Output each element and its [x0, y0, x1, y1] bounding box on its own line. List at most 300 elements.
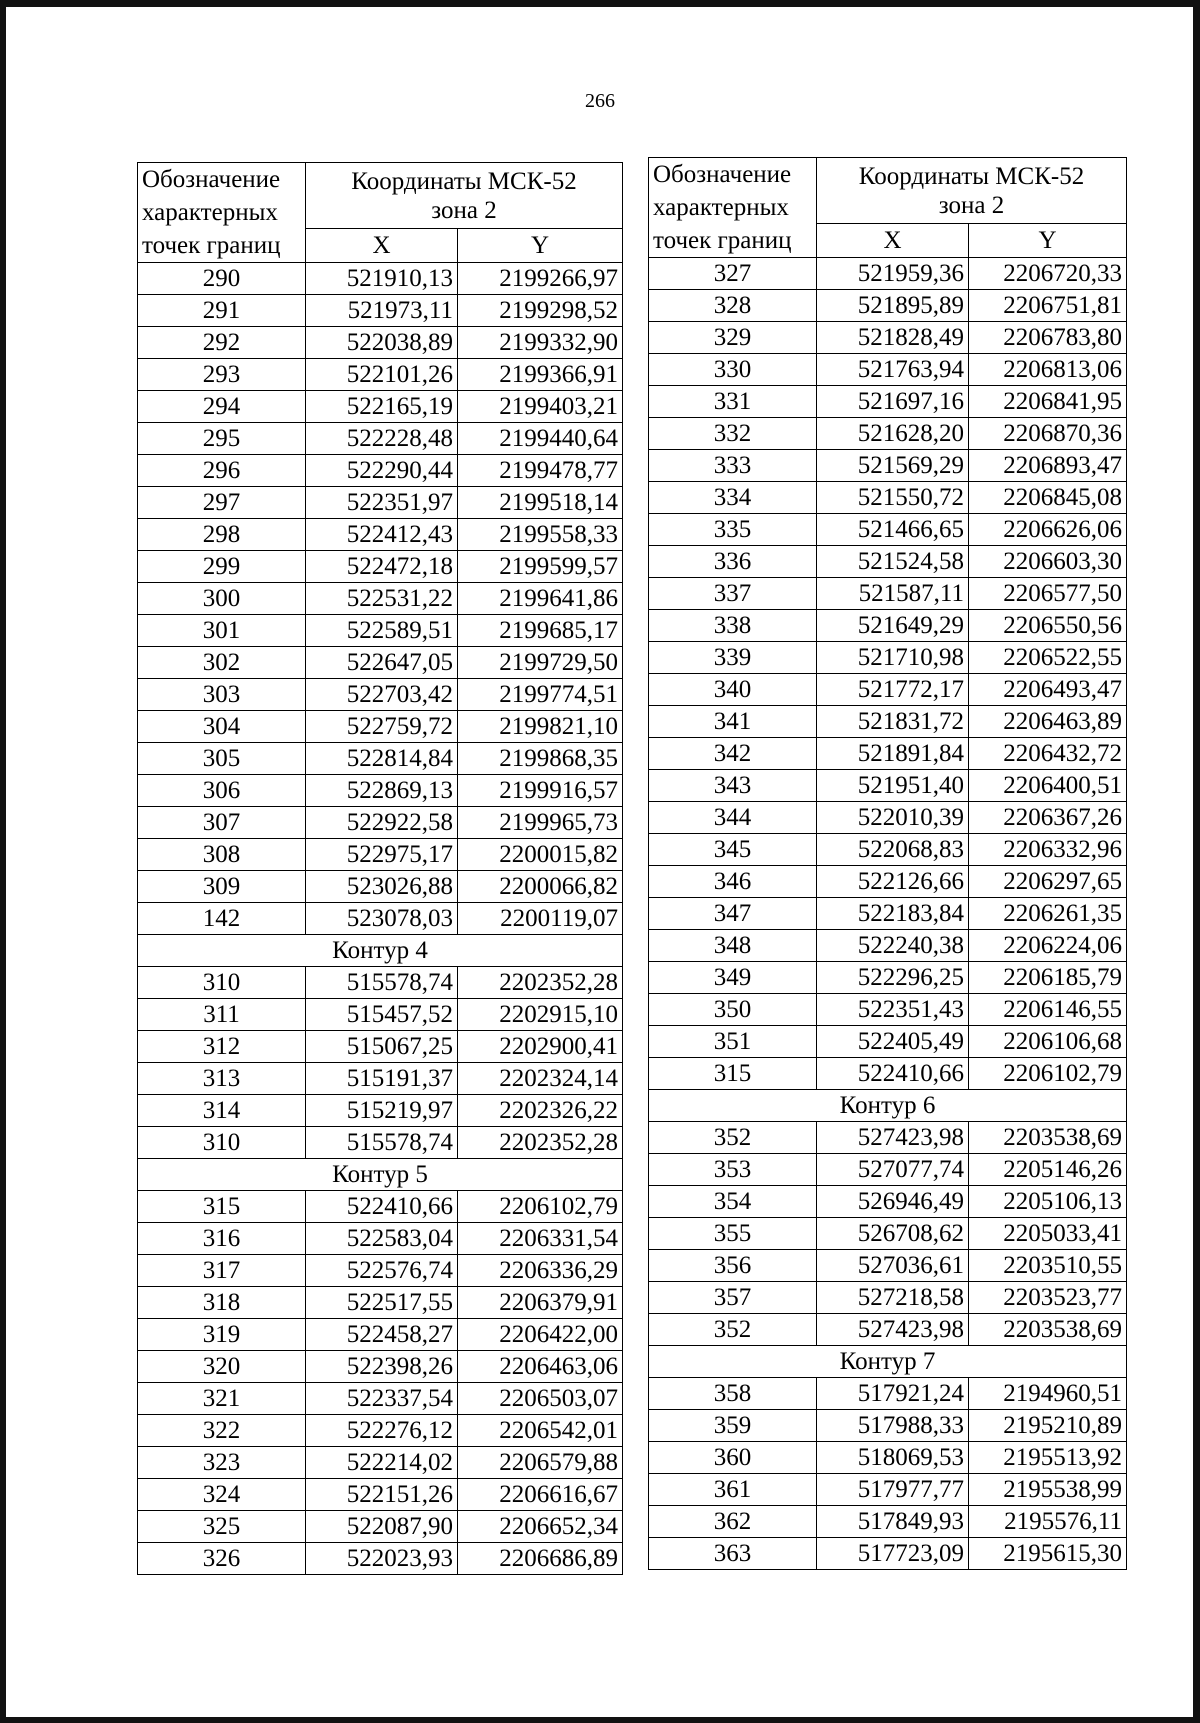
- x-coordinate-cell: 522240,38: [817, 930, 969, 962]
- y-coordinate-cell: 2199366,91: [458, 359, 623, 391]
- table-row: [138, 1319, 623, 1351]
- table-row: [138, 1543, 623, 1575]
- table-row: [138, 551, 623, 583]
- y-coordinate-cell: 2199868,35: [458, 743, 623, 775]
- y-coordinate-cell: 2206422,00: [458, 1319, 623, 1351]
- section-row: [138, 935, 623, 967]
- y-coordinate-cell: 2203538,69: [969, 1122, 1127, 1154]
- y-coordinate-cell: 2202352,28: [458, 967, 623, 999]
- table-row: [138, 1287, 623, 1319]
- table-row: [138, 327, 623, 359]
- table-row: [138, 519, 623, 551]
- y-coordinate-cell: 2199266,97: [458, 263, 623, 295]
- y-coordinate-cell: 2205033,41: [969, 1218, 1127, 1250]
- point-id-cell: 353: [649, 1154, 817, 1186]
- table-row: [649, 1378, 1127, 1410]
- point-id-cell: 360: [649, 1442, 817, 1474]
- y-coordinate-cell: 2205146,26: [969, 1154, 1127, 1186]
- table-row: [138, 1447, 623, 1479]
- coordinates-table-right: [648, 157, 1127, 1570]
- x-coordinate-cell: 522101,26: [306, 359, 458, 391]
- point-id-cell: 331: [649, 386, 817, 418]
- table-row: [138, 999, 623, 1031]
- point-id-cell: 327: [649, 258, 817, 290]
- table-row: [138, 263, 623, 295]
- x-coordinate-cell: 522228,48: [306, 423, 458, 455]
- x-coordinate-cell: 527036,61: [817, 1250, 969, 1282]
- table-row: [138, 359, 623, 391]
- point-id-cell: 346: [649, 866, 817, 898]
- y-coordinate-cell: 2199518,14: [458, 487, 623, 519]
- point-id-cell: 294: [138, 391, 306, 423]
- point-id-cell: 329: [649, 322, 817, 354]
- point-id-cell: 315: [138, 1191, 306, 1223]
- x-coordinate-cell: 521828,49: [817, 322, 969, 354]
- x-coordinate-cell: 521831,72: [817, 706, 969, 738]
- point-id-cell: 337: [649, 578, 817, 610]
- x-coordinate-cell: 521569,29: [817, 450, 969, 482]
- table-row: [649, 1122, 1127, 1154]
- point-id-cell: 315: [649, 1058, 817, 1090]
- point-id-cell: 311: [138, 999, 306, 1031]
- table-row: [649, 1282, 1127, 1314]
- x-coordinate-cell: 522814,84: [306, 743, 458, 775]
- point-id-cell: 357: [649, 1282, 817, 1314]
- x-coordinate-cell: 522087,90: [306, 1511, 458, 1543]
- y-coordinate-cell: 2206493,47: [969, 674, 1127, 706]
- table-row: [649, 482, 1127, 514]
- y-coordinate-cell: 2206626,06: [969, 514, 1127, 546]
- y-coordinate-cell: 2200119,07: [458, 903, 623, 935]
- y-coordinate-cell: 2206893,47: [969, 450, 1127, 482]
- point-id-cell: 326: [138, 1543, 306, 1575]
- y-coordinate-cell: 2194960,51: [969, 1378, 1127, 1410]
- point-id-cell: 355: [649, 1218, 817, 1250]
- y-coordinate-cell: 2206400,51: [969, 770, 1127, 802]
- x-coordinate-cell: 515578,74: [306, 967, 458, 999]
- table-row: [649, 1218, 1127, 1250]
- table-row: [649, 322, 1127, 354]
- point-id-cell: 334: [649, 482, 817, 514]
- y-coordinate-cell: 2206332,96: [969, 834, 1127, 866]
- table-row: [138, 743, 623, 775]
- table-row: [138, 1063, 623, 1095]
- table-row: [138, 679, 623, 711]
- point-id-cell: 304: [138, 711, 306, 743]
- x-coordinate-cell: 522290,44: [306, 455, 458, 487]
- point-id-cell: 301: [138, 615, 306, 647]
- x-coordinate-cell: 522296,25: [817, 962, 969, 994]
- point-id-cell: 318: [138, 1287, 306, 1319]
- y-coordinate-cell: 2206845,08: [969, 482, 1127, 514]
- y-coordinate-cell: 2203510,55: [969, 1250, 1127, 1282]
- table-body-left: [138, 263, 623, 1575]
- table-row: [649, 1506, 1127, 1538]
- y-coordinate-cell: 2202352,28: [458, 1127, 623, 1159]
- point-id-cell: 336: [649, 546, 817, 578]
- point-id-cell: 320: [138, 1351, 306, 1383]
- table-row: [138, 455, 623, 487]
- x-coordinate-cell: 515219,97: [306, 1095, 458, 1127]
- table-row: [138, 1255, 623, 1287]
- x-coordinate-cell: 522576,74: [306, 1255, 458, 1287]
- table-row: [138, 1511, 623, 1543]
- table-row: [138, 711, 623, 743]
- point-id-cell: 333: [649, 450, 817, 482]
- point-id-cell: 332: [649, 418, 817, 450]
- point-id-cell: 325: [138, 1511, 306, 1543]
- y-coordinate-cell: 2195513,92: [969, 1442, 1127, 1474]
- table-row: [649, 258, 1127, 290]
- y-coordinate-cell: 2203538,69: [969, 1314, 1127, 1346]
- x-coordinate-cell: 527423,98: [817, 1122, 969, 1154]
- x-coordinate-cell: 521587,11: [817, 578, 969, 610]
- point-id-cell: 302: [138, 647, 306, 679]
- y-coordinate-cell: 2199440,64: [458, 423, 623, 455]
- table-row: [649, 1250, 1127, 1282]
- y-coordinate-cell: 2206550,56: [969, 610, 1127, 642]
- x-coordinate-cell: 522337,54: [306, 1383, 458, 1415]
- x-coordinate-cell: 515191,37: [306, 1063, 458, 1095]
- point-id-cell: 339: [649, 642, 817, 674]
- x-coordinate-cell: 521649,29: [817, 610, 969, 642]
- table-row: [649, 514, 1127, 546]
- x-coordinate-cell: 522398,26: [306, 1351, 458, 1383]
- table-row: [649, 1026, 1127, 1058]
- table-row: [649, 834, 1127, 866]
- y-coordinate-cell: 2206261,35: [969, 898, 1127, 930]
- x-coordinate-cell: 522531,22: [306, 583, 458, 615]
- point-id-cell: 306: [138, 775, 306, 807]
- x-coordinate-cell: 522151,26: [306, 1479, 458, 1511]
- point-id-cell: 347: [649, 898, 817, 930]
- table-row: [138, 775, 623, 807]
- y-coordinate-cell: 2199298,52: [458, 295, 623, 327]
- x-coordinate-cell: 522165,19: [306, 391, 458, 423]
- section-label: Контур 5: [138, 1159, 623, 1191]
- x-coordinate-cell: 515067,25: [306, 1031, 458, 1063]
- point-id-cell: 296: [138, 455, 306, 487]
- point-id-cell: 300: [138, 583, 306, 615]
- x-coordinate-cell: 517988,33: [817, 1410, 969, 1442]
- table-body-right: [649, 258, 1127, 1570]
- x-coordinate-cell: 522405,49: [817, 1026, 969, 1058]
- point-id-cell: 297: [138, 487, 306, 519]
- y-coordinate-cell: 2199729,50: [458, 647, 623, 679]
- x-coordinate-cell: 522922,58: [306, 807, 458, 839]
- table-row: [138, 1351, 623, 1383]
- table-row: [649, 994, 1127, 1026]
- table-row: [649, 930, 1127, 962]
- y-coordinate-cell: 2206432,72: [969, 738, 1127, 770]
- point-id-cell: 316: [138, 1223, 306, 1255]
- x-coordinate-cell: 517977,77: [817, 1474, 969, 1506]
- x-coordinate-cell: 522703,42: [306, 679, 458, 711]
- y-coordinate-cell: 2206783,80: [969, 322, 1127, 354]
- x-coordinate-cell: 521910,13: [306, 263, 458, 295]
- table-row: [649, 1186, 1127, 1218]
- x-coordinate-cell: 521772,17: [817, 674, 969, 706]
- point-id-cell: 343: [649, 770, 817, 802]
- point-id-cell: 342: [649, 738, 817, 770]
- table-row: [649, 738, 1127, 770]
- x-coordinate-cell: 527077,74: [817, 1154, 969, 1186]
- page-number: 266: [585, 90, 615, 112]
- point-id-cell: 362: [649, 1506, 817, 1538]
- table-row: [649, 1154, 1127, 1186]
- table-row: [649, 386, 1127, 418]
- y-coordinate-cell: 2202326,22: [458, 1095, 623, 1127]
- header-y: Y: [969, 224, 1127, 258]
- x-coordinate-cell: 522038,89: [306, 327, 458, 359]
- y-coordinate-cell: 2203523,77: [969, 1282, 1127, 1314]
- y-coordinate-cell: 2206841,95: [969, 386, 1127, 418]
- x-coordinate-cell: 522517,55: [306, 1287, 458, 1319]
- table-row: [138, 1223, 623, 1255]
- x-coordinate-cell: 521710,98: [817, 642, 969, 674]
- table-row: [649, 674, 1127, 706]
- x-coordinate-cell: 522183,84: [817, 898, 969, 930]
- x-coordinate-cell: 522869,13: [306, 775, 458, 807]
- y-coordinate-cell: 2199916,57: [458, 775, 623, 807]
- x-coordinate-cell: 521550,72: [817, 482, 969, 514]
- y-coordinate-cell: 2206751,81: [969, 290, 1127, 322]
- y-coordinate-cell: 2206367,26: [969, 802, 1127, 834]
- point-id-cell: 358: [649, 1378, 817, 1410]
- point-id-cell: 312: [138, 1031, 306, 1063]
- section-row: [649, 1346, 1127, 1378]
- x-coordinate-cell: 521973,11: [306, 295, 458, 327]
- x-coordinate-cell: 523026,88: [306, 871, 458, 903]
- point-id-cell: 352: [649, 1314, 817, 1346]
- y-coordinate-cell: 2206102,79: [969, 1058, 1127, 1090]
- point-id-cell: 330: [649, 354, 817, 386]
- y-coordinate-cell: 2206616,67: [458, 1479, 623, 1511]
- table-row: [649, 1538, 1127, 1570]
- x-coordinate-cell: 522583,04: [306, 1223, 458, 1255]
- table-row: [649, 610, 1127, 642]
- table-row: [649, 578, 1127, 610]
- point-id-cell: 290: [138, 263, 306, 295]
- x-coordinate-cell: 522214,02: [306, 1447, 458, 1479]
- table-row: [649, 1314, 1127, 1346]
- x-coordinate-cell: 526946,49: [817, 1186, 969, 1218]
- table-row: [138, 1383, 623, 1415]
- table-row: [649, 1474, 1127, 1506]
- point-id-cell: 349: [649, 962, 817, 994]
- x-coordinate-cell: 522412,43: [306, 519, 458, 551]
- point-id-cell: 293: [138, 359, 306, 391]
- y-coordinate-cell: 2199558,33: [458, 519, 623, 551]
- point-id-cell: 345: [649, 834, 817, 866]
- point-id-cell: 319: [138, 1319, 306, 1351]
- table-row: [138, 903, 623, 935]
- y-coordinate-cell: 2199641,86: [458, 583, 623, 615]
- y-coordinate-cell: 2202915,10: [458, 999, 623, 1031]
- section-label: Контур 7: [649, 1346, 1127, 1378]
- y-coordinate-cell: 2206813,06: [969, 354, 1127, 386]
- y-coordinate-cell: 2206870,36: [969, 418, 1127, 450]
- header-coords-label-text: Координаты МСК-52 зона 2: [351, 167, 577, 224]
- point-id-cell: 335: [649, 514, 817, 546]
- x-coordinate-cell: 522276,12: [306, 1415, 458, 1447]
- table-row: [649, 706, 1127, 738]
- table-row: [649, 1410, 1127, 1442]
- x-coordinate-cell: 521959,36: [817, 258, 969, 290]
- table-row: [138, 807, 623, 839]
- point-id-cell: 309: [138, 871, 306, 903]
- point-id-cell: 341: [649, 706, 817, 738]
- table-row: [649, 418, 1127, 450]
- point-id-cell: 321: [138, 1383, 306, 1415]
- y-coordinate-cell: 2206331,54: [458, 1223, 623, 1255]
- y-coordinate-cell: 2200015,82: [458, 839, 623, 871]
- y-coordinate-cell: 2206503,07: [458, 1383, 623, 1415]
- point-id-cell: 295: [138, 423, 306, 455]
- table-row: [649, 290, 1127, 322]
- y-coordinate-cell: 2195538,99: [969, 1474, 1127, 1506]
- point-id-cell: 354: [649, 1186, 817, 1218]
- y-coordinate-cell: 2206106,68: [969, 1026, 1127, 1058]
- table-row: [138, 487, 623, 519]
- table-row: [138, 1415, 623, 1447]
- table-row: [138, 1191, 623, 1223]
- y-coordinate-cell: 2202324,14: [458, 1063, 623, 1095]
- x-coordinate-cell: 521524,58: [817, 546, 969, 578]
- point-id-cell: 363: [649, 1538, 817, 1570]
- x-coordinate-cell: 526708,62: [817, 1218, 969, 1250]
- point-id-cell: 351: [649, 1026, 817, 1058]
- header-coords-label: [306, 163, 623, 229]
- x-coordinate-cell: 522472,18: [306, 551, 458, 583]
- x-coordinate-cell: 522410,66: [817, 1058, 969, 1090]
- point-id-cell: 356: [649, 1250, 817, 1282]
- table-row: [138, 967, 623, 999]
- x-coordinate-cell: 523078,03: [306, 903, 458, 935]
- x-coordinate-cell: 515578,74: [306, 1127, 458, 1159]
- y-coordinate-cell: 2206146,55: [969, 994, 1127, 1026]
- point-id-cell: 308: [138, 839, 306, 871]
- header-x: X: [306, 229, 458, 263]
- y-coordinate-cell: 2199332,90: [458, 327, 623, 359]
- x-coordinate-cell: 522759,72: [306, 711, 458, 743]
- y-coordinate-cell: 2206185,79: [969, 962, 1127, 994]
- y-coordinate-cell: 2199599,57: [458, 551, 623, 583]
- table-row: [649, 802, 1127, 834]
- x-coordinate-cell: 517723,09: [817, 1538, 969, 1570]
- y-coordinate-cell: 2195210,89: [969, 1410, 1127, 1442]
- point-id-cell: 310: [138, 967, 306, 999]
- point-id-cell: 359: [649, 1410, 817, 1442]
- x-coordinate-cell: 521466,65: [817, 514, 969, 546]
- point-id-cell: 323: [138, 1447, 306, 1479]
- y-coordinate-cell: 2206603,30: [969, 546, 1127, 578]
- point-id-cell: 291: [138, 295, 306, 327]
- point-id-cell: 303: [138, 679, 306, 711]
- x-coordinate-cell: 522351,97: [306, 487, 458, 519]
- table-row: [138, 647, 623, 679]
- x-coordinate-cell: 522458,27: [306, 1319, 458, 1351]
- point-id-cell: 310: [138, 1127, 306, 1159]
- y-coordinate-cell: 2206102,79: [458, 1191, 623, 1223]
- x-coordinate-cell: 522589,51: [306, 615, 458, 647]
- point-id-cell: 348: [649, 930, 817, 962]
- point-id-cell: 344: [649, 802, 817, 834]
- y-coordinate-cell: 2200066,82: [458, 871, 623, 903]
- x-coordinate-cell: 521895,89: [817, 290, 969, 322]
- point-id-cell: 305: [138, 743, 306, 775]
- x-coordinate-cell: 527423,98: [817, 1314, 969, 1346]
- point-id-cell: 313: [138, 1063, 306, 1095]
- header-point-label: [649, 158, 817, 258]
- x-coordinate-cell: 522010,39: [817, 802, 969, 834]
- y-coordinate-cell: 2199685,17: [458, 615, 623, 647]
- y-coordinate-cell: 2206577,50: [969, 578, 1127, 610]
- table-row: [138, 1095, 623, 1127]
- y-coordinate-cell: 2206686,89: [458, 1543, 623, 1575]
- point-id-cell: 352: [649, 1122, 817, 1154]
- table-row: [138, 615, 623, 647]
- table-row: [649, 1058, 1127, 1090]
- point-id-cell: 324: [138, 1479, 306, 1511]
- y-coordinate-cell: 2205106,13: [969, 1186, 1127, 1218]
- table-row: [649, 1442, 1127, 1474]
- table-row: [138, 839, 623, 871]
- x-coordinate-cell: 521951,40: [817, 770, 969, 802]
- y-coordinate-cell: 2199478,77: [458, 455, 623, 487]
- y-coordinate-cell: 2199774,51: [458, 679, 623, 711]
- x-coordinate-cell: 522351,43: [817, 994, 969, 1026]
- x-coordinate-cell: 522023,93: [306, 1543, 458, 1575]
- point-id-cell: 340: [649, 674, 817, 706]
- y-coordinate-cell: 2206579,88: [458, 1447, 623, 1479]
- point-id-cell: 307: [138, 807, 306, 839]
- y-coordinate-cell: 2206463,89: [969, 706, 1127, 738]
- x-coordinate-cell: 527218,58: [817, 1282, 969, 1314]
- x-coordinate-cell: 521763,94: [817, 354, 969, 386]
- y-coordinate-cell: 2199403,21: [458, 391, 623, 423]
- table-row: [649, 546, 1127, 578]
- x-coordinate-cell: 522068,83: [817, 834, 969, 866]
- header-point-label: [138, 163, 306, 263]
- y-coordinate-cell: 2206379,91: [458, 1287, 623, 1319]
- y-coordinate-cell: 2195615,30: [969, 1538, 1127, 1570]
- y-coordinate-cell: 2206224,06: [969, 930, 1127, 962]
- x-coordinate-cell: 521697,16: [817, 386, 969, 418]
- y-coordinate-cell: 2206463,06: [458, 1351, 623, 1383]
- y-coordinate-cell: 2206542,01: [458, 1415, 623, 1447]
- coordinates-table-left: [137, 162, 623, 1575]
- x-coordinate-cell: 522126,66: [817, 866, 969, 898]
- table-row: [649, 354, 1127, 386]
- x-coordinate-cell: 518069,53: [817, 1442, 969, 1474]
- table-row: [649, 770, 1127, 802]
- table-row: [138, 391, 623, 423]
- x-coordinate-cell: 521628,20: [817, 418, 969, 450]
- header-coords-label-text: Координаты МСК-52 зона 2: [858, 162, 1085, 219]
- point-id-cell: 299: [138, 551, 306, 583]
- point-id-cell: 292: [138, 327, 306, 359]
- point-id-cell: 361: [649, 1474, 817, 1506]
- x-coordinate-cell: 515457,52: [306, 999, 458, 1031]
- y-coordinate-cell: 2206522,55: [969, 642, 1127, 674]
- table-row: [138, 871, 623, 903]
- point-id-cell: 314: [138, 1095, 306, 1127]
- y-coordinate-cell: 2206720,33: [969, 258, 1127, 290]
- table-row: [138, 295, 623, 327]
- y-coordinate-cell: 2195576,11: [969, 1506, 1127, 1538]
- header-coords-label: [817, 158, 1127, 224]
